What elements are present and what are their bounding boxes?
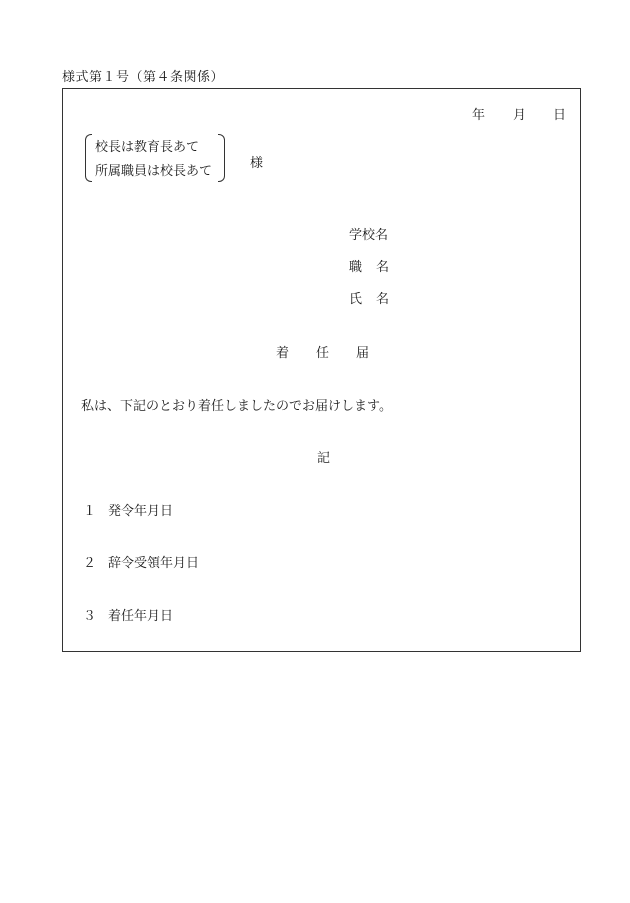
sender-name-label-2: 名 [376,292,390,307]
date-year-label: 年 [472,108,486,123]
document-title-char-2: 任 [316,346,330,361]
item-label: 辞令受領年月日 [108,556,200,571]
right-bracket [218,134,225,182]
item-number: １ [83,504,97,519]
item-label: 発令年月日 [108,504,174,519]
sender-title-label-1: 職 [349,260,363,275]
date-month-label: 月 [513,108,527,123]
form-label: 様式第１号（第４条関係） [62,70,225,85]
date-day-label: 日 [553,108,567,123]
body-statement: 私は、下記のとおり着任しましたのでお届けします。 [81,399,392,414]
sender-name-label-1: 氏 [349,292,363,307]
addressee-line-1: 校長は教育長あて [95,140,200,155]
document-frame [62,88,581,652]
left-bracket [85,134,92,182]
item-number: ３ [83,609,97,624]
document-title-char-3: 届 [356,346,370,361]
ki-heading: 記 [317,451,331,466]
document-title-char-1: 着 [276,346,290,361]
item-label: 着任年月日 [108,609,174,624]
addressee-block [85,134,225,182]
item-number: ２ [83,556,97,571]
sender-school-label: 学校名 [349,228,389,243]
sender-title-label-2: 名 [376,260,390,275]
honorific-sama: 様 [250,156,264,171]
addressee-line-2: 所属職員は校長あて [95,164,213,179]
